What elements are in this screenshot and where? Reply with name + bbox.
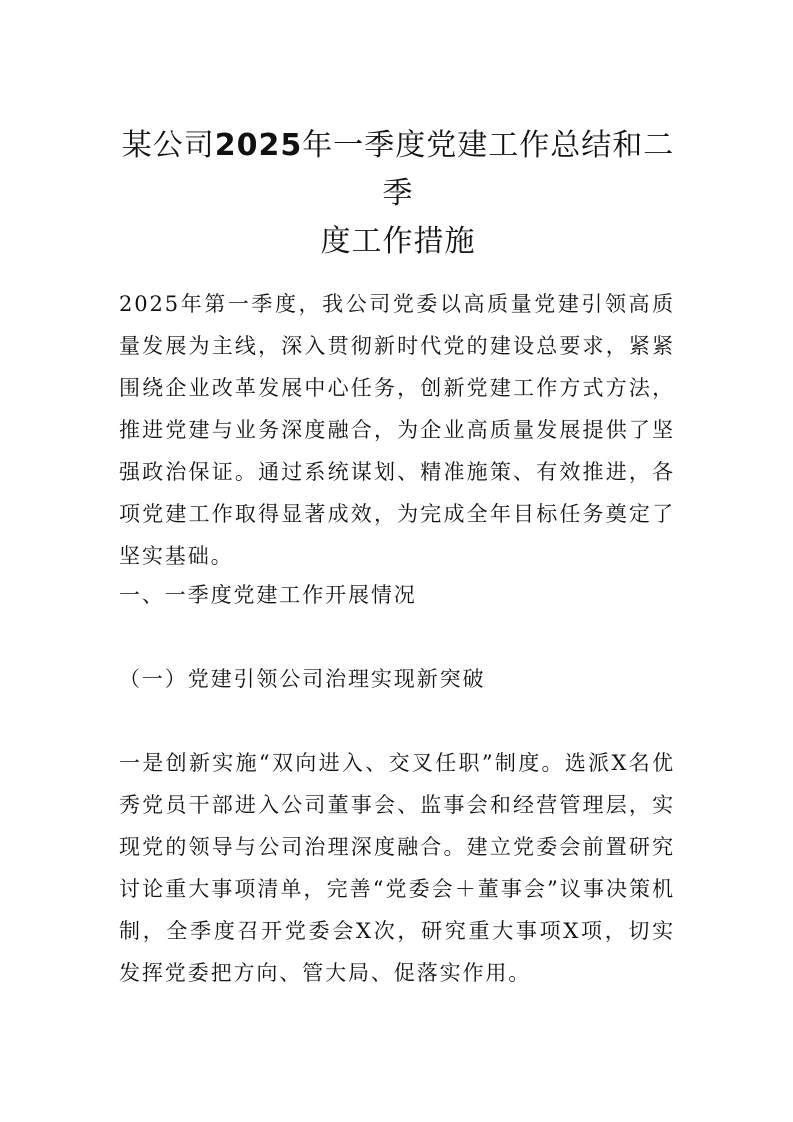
document-title	[118, 122, 678, 266]
point-paragraph-1: 一是创新实施“双向进入、交叉任职”制度。选派X名优秀党员干部进入公司董事会、监事会和经营管理层，实现党的领导与公司治理深度融合。建立党委会前置研究讨论重大事项清单，完善“党委会＋董事会”议事决策机制，全季度召开党委会X次，研究重大事项X项，切实发挥党委把方向、管大局、促落实作用。	[119, 751, 675, 985]
title-year: 2025	[214, 128, 303, 163]
intro-paragraph: 2025年第一季度，我公司党委以高质量党建引领高质量发展为主线，深入贯彻新时代党的建设总要求，紧紧围绕企业改革发展中心任务，创新党建工作方式方法，推进党建与业务深度融合，为企业高质量发展提供了坚强政治保证。通过系统谋划、精准施策、有效推进，各项党建工作取得显著成效，为完成全年目标任务奠定了坚实基础。	[119, 292, 675, 568]
title-prefix: 某公司	[121, 128, 215, 163]
title-line2: 度工作措施	[320, 224, 476, 259]
subsection-heading-1: （一）党建引领公司治理实现新突破	[119, 667, 486, 691]
section-heading-1: 一、一季度党建工作开展情况	[119, 583, 417, 607]
title-suffix: 年一季度党建工作总结和二季	[302, 128, 675, 211]
